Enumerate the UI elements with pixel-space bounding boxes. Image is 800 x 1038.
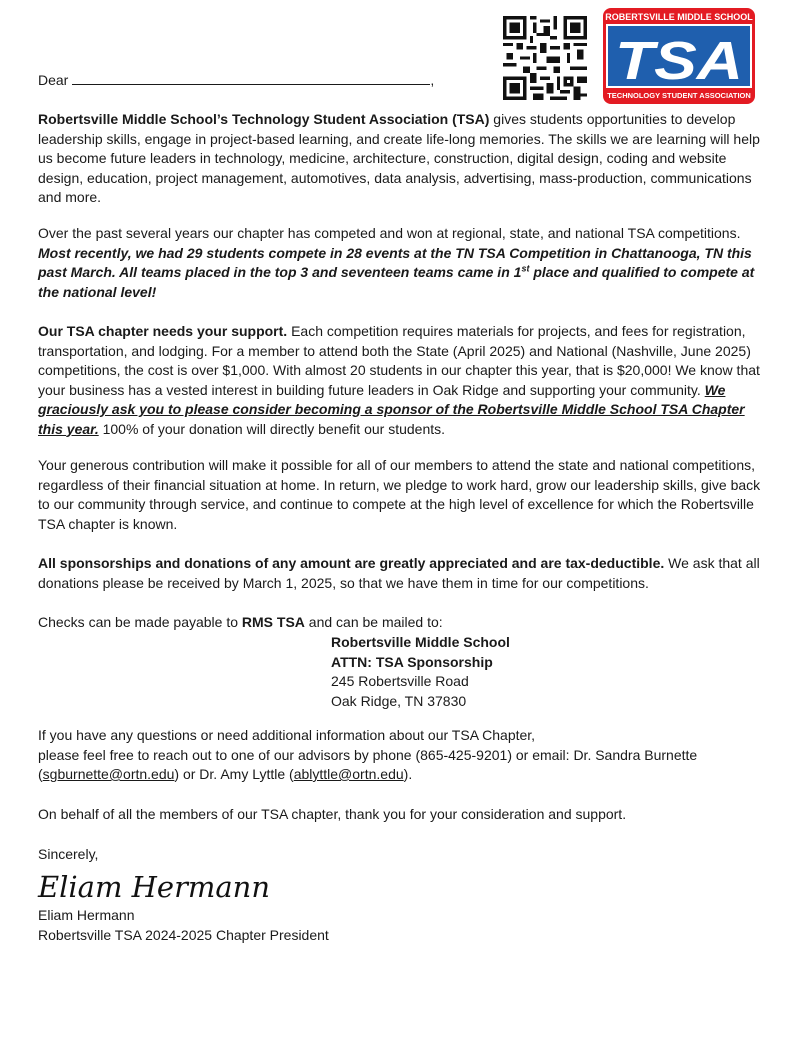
email-link-burnette[interactable]: sgburnette@ortn.edu <box>42 766 175 782</box>
payee: RMS TSA <box>241 614 305 630</box>
signer-title: Robertsville TSA 2024-2025 Chapter President <box>38 927 329 943</box>
contact-line-3: (sgburnette@ortn.edu) or Dr. Amy Lyttle (ablyttle@ortn.edu). <box>38 766 413 782</box>
recipient-blank-line <box>72 70 430 85</box>
tsa-logo <box>603 8 755 104</box>
salutation: Sincerely, <box>38 846 99 862</box>
handwritten-signature <box>36 866 276 906</box>
qr-code[interactable] <box>503 16 587 100</box>
greeting-prefix: Dear <box>38 72 69 88</box>
achievements-highlight-end: place and qualified to compete at the national level! <box>38 264 755 300</box>
svg-text:Eliam Hermann: Eliam Hermann <box>37 870 270 904</box>
address-line-1: Robertsville Middle School <box>331 634 510 650</box>
donations-paragraph <box>38 554 773 593</box>
greeting-line <box>38 70 434 91</box>
support-paragraph <box>38 322 773 439</box>
achievements-text: Over the past several years our chapter has competed and won at regional, state, and national TSA competitions. <box>38 225 741 241</box>
logo-bottom-text: TECHNOLOGY STUDENT ASSOCIATION <box>607 91 751 100</box>
donations-bold: All sponsorships and donations of any amount are greatly appreciated and are tax-deductible. <box>38 555 665 571</box>
support-text-end: 100% of your donation will directly benefit our students. <box>98 420 446 437</box>
logo-letters: TSA <box>615 31 743 91</box>
thanks-line: On behalf of all the members of our TSA chapter, thank you for your consideration and support. <box>38 806 627 822</box>
contact-line-1: If you have any questions or need additional information about our TSA Chapter, <box>38 727 536 743</box>
contact-line-2: please feel free to reach out to one of our advisors by phone (865-425-9201) or email: Dr. Sandra Burnette <box>38 746 698 763</box>
greeting-suffix: , <box>430 72 435 88</box>
contact-paragraph <box>38 726 773 785</box>
logo-top-text: ROBERTSVILLE MIDDLE SCHOOL <box>605 12 753 22</box>
checks-line: Checks can be made payable to RMS TSA and can be mailed to: <box>38 614 443 630</box>
address-line-4: Oak Ridge, TN 37830 <box>331 692 467 709</box>
achievements-paragraph <box>38 224 773 302</box>
support-bold: Our TSA chapter needs your support. <box>38 323 288 339</box>
address-line-3: 245 Robertsville Road <box>331 673 469 689</box>
intro-text: gives students opportunities to develop leadership skills, engage in project-based learning, and create life-long memories. The skills we are learning will help us become future leaders in technology, medicine, architecture, construction, digital design, coding and website design, education, project management, automotives, data analysis, advertising, mass-production, communications and more. <box>38 111 760 205</box>
achievements-highlight: Most recently, we had 29 students compete in 28 events at the TN TSA Competition in Chattanooga, TN this past March. All teams placed in the top 3 and seventeen teams came in 1 <box>38 244 752 280</box>
signer-name: Eliam Hermann <box>38 907 135 923</box>
donations-text: We ask that all donations please be received by March 1, 2025, so that we have them in time for our competitions. <box>38 555 760 591</box>
ordinal-suffix: st <box>521 263 530 274</box>
email-link-lyttle[interactable]: ablyttle@ortn.edu <box>293 766 404 782</box>
support-text: Each competition requires materials for projects, and fees for registration, transportation, and lodging. For a member to attend both the State (April 2025) and National (Nashville, June 2025) competitions, the cost is over $1,000. With almost 20 students in our chapter this year, that is $20,000! We know that your business has a vested interest in building future leaders in Oak Ridge and supporting your community. <box>38 323 760 398</box>
contribution-paragraph: Your generous contribution will make it possible for all of our members to attend the state and national competitions, regardless of their financial situation at home. In return, we pledge to work hard, grow our leadership skills, give back to our community through service, and continue to compete at the high level of excellence for which the Robertsville TSA chapter is known. <box>38 457 761 532</box>
sponsor-request: We graciously ask you to please consider becoming a sponsor of the Robertsville Middle School TSA Chapter this year. <box>38 381 745 437</box>
address-line-2: ATTN: TSA Sponsorship <box>331 653 493 670</box>
intro-paragraph <box>38 110 773 208</box>
intro-bold: Robertsville Middle School’s Technology Student Association (TSA) <box>38 111 490 127</box>
mailing-address <box>331 633 510 711</box>
